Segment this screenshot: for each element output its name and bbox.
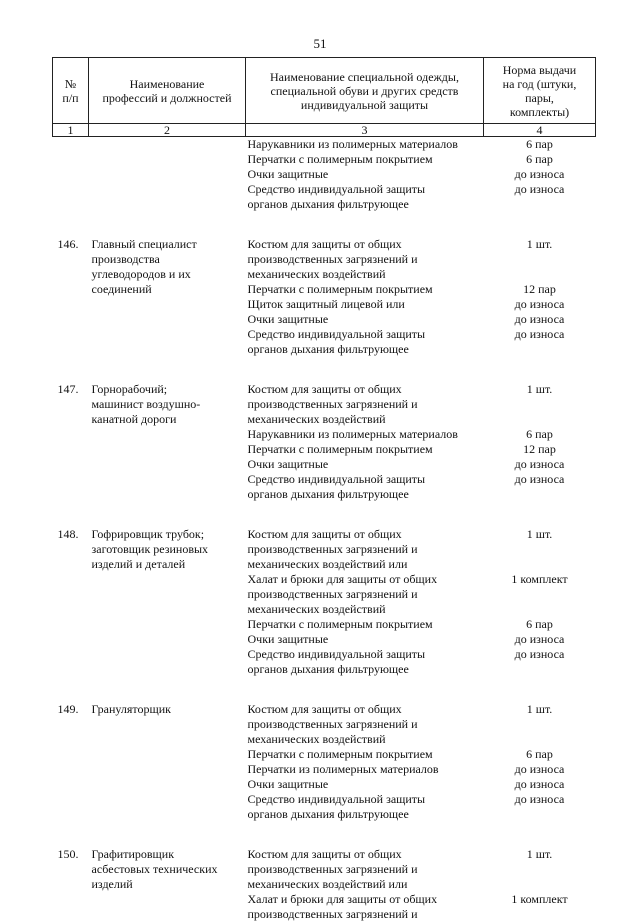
- table-row: [53, 702, 596, 822]
- profession-cell: [89, 702, 246, 822]
- equipment-line: Средство индивидуальной защиты: [248, 472, 482, 487]
- equipment-line: Перчатки с полимерным покрытием: [248, 747, 482, 762]
- equipment-item: [248, 457, 482, 472]
- norm-entry: [484, 282, 596, 297]
- norm-entry: [484, 442, 596, 457]
- norm-entry: [484, 382, 596, 427]
- norm-value: до износа: [484, 327, 596, 342]
- header-protective-equipment: [246, 58, 484, 124]
- profession-cell: [89, 382, 246, 502]
- norm-entry: [484, 632, 596, 647]
- norm-filler: [484, 412, 596, 427]
- norm-value: 1 шт.: [484, 702, 596, 717]
- row-spacer-cell: [53, 357, 596, 382]
- header-line: Наименование специальной одежды,: [250, 70, 479, 84]
- row-spacer-cell: [53, 822, 596, 847]
- norm-entry: [484, 892, 596, 922]
- equipment-item: [248, 312, 482, 327]
- norm-filler: [484, 862, 596, 877]
- norm-value: 6 пар: [484, 427, 596, 442]
- norm-entry: [484, 647, 596, 677]
- equipment-item: [248, 382, 482, 427]
- norm-entry: [484, 617, 596, 632]
- equipment-line: Очки защитные: [248, 167, 482, 182]
- header-line: на год (штуки,: [488, 77, 591, 91]
- profession-line: Горнорабочий;: [92, 382, 244, 397]
- row-spacer: [53, 357, 596, 382]
- norm-filler: [484, 877, 596, 892]
- equipment-line: механических воздействий: [248, 267, 482, 282]
- equipment-item: [248, 847, 482, 892]
- equipment-item: [248, 237, 482, 282]
- norm-value: 6 пар: [484, 152, 596, 167]
- equipment-item: [248, 702, 482, 747]
- row-spacer: [53, 502, 596, 527]
- profession-line: заготовщик резиновых: [92, 542, 244, 557]
- norm-entry: [484, 182, 596, 212]
- profession-line: канатной дороги: [92, 412, 244, 427]
- norm-filler: [484, 197, 596, 212]
- norm-value: до износа: [484, 792, 596, 807]
- norm-entry: [484, 137, 596, 152]
- equipment-line: производственных загрязнений и: [248, 862, 482, 877]
- norm-filler: [484, 807, 596, 822]
- norm-value: до износа: [484, 457, 596, 472]
- norm-filler: [484, 717, 596, 732]
- norm-entry: [484, 792, 596, 822]
- equipment-cell: [246, 137, 484, 213]
- norm-entry: [484, 297, 596, 312]
- equipment-item: [248, 892, 482, 922]
- profession-line: Грануляторщик: [92, 702, 244, 717]
- norm-entry: [484, 167, 596, 182]
- column-number: 2: [89, 124, 246, 137]
- row-number: 147.: [53, 382, 89, 502]
- equipment-cell: [246, 237, 484, 357]
- equipment-cell: [246, 847, 484, 922]
- norm-value: 1 комплект: [484, 892, 596, 907]
- equipment-line: производственных загрязнений и: [248, 397, 482, 412]
- equipment-item: [248, 182, 482, 212]
- equipment-line: механических воздействий или: [248, 557, 482, 572]
- norm-value: 6 пар: [484, 617, 596, 632]
- equipment-item: [248, 167, 482, 182]
- row-number: [53, 137, 89, 213]
- norm-value: 6 пар: [484, 747, 596, 762]
- profession-line: машинист воздушно-: [92, 397, 244, 412]
- norm-entry: [484, 237, 596, 282]
- equipment-line: Очки защитные: [248, 777, 482, 792]
- norm-filler: [484, 397, 596, 412]
- page-number: 51: [0, 36, 640, 51]
- equipment-line: Перчатки с полимерным покрытием: [248, 152, 482, 167]
- equipment-line: Халат и брюки для защиты от общих: [248, 572, 482, 587]
- equipment-line: органов дыхания фильтрующее: [248, 807, 482, 822]
- equipment-cell: [246, 527, 484, 677]
- header-line: индивидуальной защиты: [250, 98, 479, 112]
- table-row: [53, 527, 596, 677]
- profession-line: производства: [92, 252, 244, 267]
- equipment-item: [248, 137, 482, 152]
- equipment-line: производственных загрязнений и: [248, 717, 482, 732]
- norm-cell: [484, 382, 596, 502]
- equipment-line: органов дыхания фильтрующее: [248, 487, 482, 502]
- row-spacer: [53, 212, 596, 237]
- equipment-line: механических воздействий или: [248, 877, 482, 892]
- header-line: №: [57, 77, 84, 91]
- equipment-item: [248, 472, 482, 502]
- profession-line: изделий: [92, 877, 244, 892]
- equipment-line: Средство индивидуальной защиты: [248, 647, 482, 662]
- profession-line: асбестовых технических: [92, 862, 244, 877]
- equipment-line: Нарукавники из полимерных материалов: [248, 427, 482, 442]
- norm-filler: [484, 587, 596, 602]
- equipment-item: [248, 777, 482, 792]
- equipment-line: производственных загрязнений и: [248, 587, 482, 602]
- equipment-line: Нарукавники из полимерных материалов: [248, 137, 482, 152]
- norm-entry: [484, 572, 596, 617]
- equipment-cell: [246, 702, 484, 822]
- norm-value: 1 шт.: [484, 237, 596, 252]
- norm-value: до износа: [484, 762, 596, 777]
- profession-line: углеводородов и их: [92, 267, 244, 282]
- equipment-line: Перчатки с полимерным покрытием: [248, 282, 482, 297]
- equipment-cell: [246, 382, 484, 502]
- norm-entry: [484, 527, 596, 572]
- equipment-line: Костюм для защиты от общих: [248, 382, 482, 397]
- equipment-line: Средство индивидуальной защиты: [248, 327, 482, 342]
- equipment-line: Перчатки из полимерных материалов: [248, 762, 482, 777]
- norm-cell: [484, 237, 596, 357]
- equipment-line: механических воздействий: [248, 602, 482, 617]
- column-number: 1: [53, 124, 89, 137]
- norm-value: до износа: [484, 312, 596, 327]
- equipment-line: Щиток защитный лицевой или: [248, 297, 482, 312]
- row-spacer: [53, 822, 596, 847]
- equipment-item: [248, 527, 482, 572]
- norm-filler: [484, 342, 596, 357]
- equipment-line: механических воздействий: [248, 732, 482, 747]
- equipment-item: [248, 442, 482, 457]
- norm-entry: [484, 427, 596, 442]
- equipment-item: [248, 792, 482, 822]
- column-number: 3: [246, 124, 484, 137]
- equipment-line: Средство индивидуальной защиты: [248, 792, 482, 807]
- norm-value: до износа: [484, 167, 596, 182]
- norm-filler: [484, 662, 596, 677]
- norm-value: 1 комплект: [484, 572, 596, 587]
- equipment-line: органов дыхания фильтрующее: [248, 662, 482, 677]
- equipment-item: [248, 297, 482, 312]
- norm-entry: [484, 472, 596, 502]
- header-line: п/п: [57, 91, 84, 105]
- norm-cell: [484, 527, 596, 677]
- norm-entry: [484, 312, 596, 327]
- norm-value: до износа: [484, 182, 596, 197]
- header-norm: [484, 58, 596, 124]
- profession-cell: [89, 527, 246, 677]
- profession-line: Главный специалист: [92, 237, 244, 252]
- equipment-line: органов дыхания фильтрующее: [248, 197, 482, 212]
- norm-value: 1 шт.: [484, 527, 596, 542]
- norm-filler: [484, 487, 596, 502]
- row-number: 149.: [53, 702, 89, 822]
- norm-value: 12 пар: [484, 282, 596, 297]
- equipment-item: [248, 647, 482, 677]
- norm-entry: [484, 702, 596, 747]
- equipment-item: [248, 282, 482, 297]
- norm-filler: [484, 732, 596, 747]
- header-line: Норма выдачи: [488, 63, 591, 77]
- profession-cell: [89, 137, 246, 213]
- profession-cell: [89, 237, 246, 357]
- header-line: специальной обуви и других средств: [250, 84, 479, 98]
- equipment-line: производственных загрязнений и: [248, 907, 482, 922]
- equipment-item: [248, 632, 482, 647]
- norm-entry: [484, 747, 596, 762]
- equipment-line: Костюм для защиты от общих: [248, 847, 482, 862]
- norm-value: до износа: [484, 647, 596, 662]
- table-row: [53, 382, 596, 502]
- norm-value: 6 пар: [484, 137, 596, 152]
- norm-entry: [484, 777, 596, 792]
- header-line: профессий и должностей: [93, 91, 241, 105]
- norm-filler: [484, 907, 596, 922]
- norm-cell: [484, 702, 596, 822]
- norm-entry: [484, 327, 596, 357]
- ppe-norms-table: [52, 57, 596, 922]
- norm-cell: [484, 847, 596, 922]
- profession-cell: [89, 847, 246, 922]
- equipment-item: [248, 617, 482, 632]
- equipment-line: органов дыхания фильтрующее: [248, 342, 482, 357]
- profession-line: изделий и деталей: [92, 557, 244, 572]
- equipment-item: [248, 327, 482, 357]
- norm-filler: [484, 252, 596, 267]
- norm-filler: [484, 267, 596, 282]
- norm-value: до износа: [484, 632, 596, 647]
- row-spacer-cell: [53, 212, 596, 237]
- equipment-item: [248, 747, 482, 762]
- profession-line: Графитировщик: [92, 847, 244, 862]
- equipment-line: производственных загрязнений и: [248, 542, 482, 557]
- norm-entry: [484, 152, 596, 167]
- norm-value: 12 пар: [484, 442, 596, 457]
- equipment-line: Костюм для защиты от общих: [248, 527, 482, 542]
- norm-value: 1 шт.: [484, 382, 596, 397]
- table-row: [53, 237, 596, 357]
- norm-value: до износа: [484, 297, 596, 312]
- header-number: [53, 58, 89, 124]
- equipment-line: Очки защитные: [248, 457, 482, 472]
- norm-entry: [484, 762, 596, 777]
- equipment-item: [248, 152, 482, 167]
- header-line: комплекты): [488, 105, 591, 119]
- header-profession: [89, 58, 246, 124]
- table-row: [53, 847, 596, 922]
- norm-value: до износа: [484, 777, 596, 792]
- table-row: [53, 137, 596, 213]
- column-number: 4: [484, 124, 596, 137]
- row-number: 150.: [53, 847, 89, 922]
- equipment-line: Перчатки с полимерным покрытием: [248, 442, 482, 457]
- row-spacer-cell: [53, 502, 596, 527]
- norm-entry: [484, 847, 596, 892]
- norm-filler: [484, 542, 596, 557]
- equipment-item: [248, 572, 482, 617]
- equipment-line: производственных загрязнений и: [248, 252, 482, 267]
- row-spacer: [53, 677, 596, 702]
- norm-value: до износа: [484, 472, 596, 487]
- equipment-line: Костюм для защиты от общих: [248, 702, 482, 717]
- norm-filler: [484, 602, 596, 617]
- norm-cell: [484, 137, 596, 213]
- norm-filler: [484, 557, 596, 572]
- profession-line: соединений: [92, 282, 244, 297]
- equipment-line: Халат и брюки для защиты от общих: [248, 892, 482, 907]
- row-number: 146.: [53, 237, 89, 357]
- row-number: 148.: [53, 527, 89, 677]
- equipment-line: Костюм для защиты от общих: [248, 237, 482, 252]
- equipment-line: Средство индивидуальной защиты: [248, 182, 482, 197]
- equipment-line: Очки защитные: [248, 632, 482, 647]
- equipment-item: [248, 762, 482, 777]
- table-body: [53, 137, 596, 922]
- row-spacer-cell: [53, 677, 596, 702]
- equipment-item: [248, 427, 482, 442]
- norm-value: 1 шт.: [484, 847, 596, 862]
- equipment-line: Очки защитные: [248, 312, 482, 327]
- equipment-line: механических воздействий: [248, 412, 482, 427]
- norm-entry: [484, 457, 596, 472]
- profession-line: Гофрировщик трубок;: [92, 527, 244, 542]
- header-line: Наименование: [93, 77, 241, 91]
- equipment-line: Перчатки с полимерным покрытием: [248, 617, 482, 632]
- header-line: пары,: [488, 91, 591, 105]
